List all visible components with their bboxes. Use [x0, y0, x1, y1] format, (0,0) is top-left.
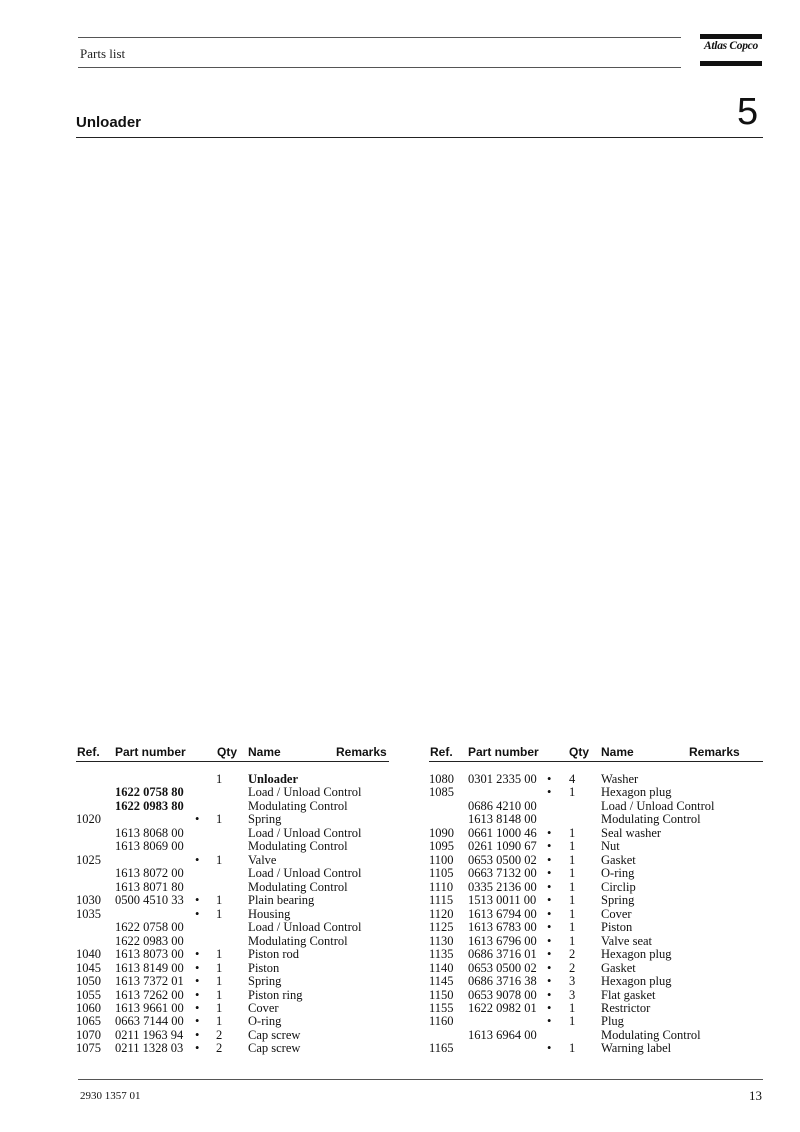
- col-header-ref-left: Ref.: [77, 745, 100, 759]
- qty-cell: 1: [569, 920, 576, 935]
- ref-cell: 1055: [76, 987, 101, 1002]
- part-number-cell: 0500 4510 33: [115, 893, 184, 908]
- bullet-marker: •: [547, 974, 552, 989]
- part-number-cell: 1613 8069 00: [115, 839, 184, 854]
- bullet-marker: •: [547, 920, 552, 935]
- bullet-marker: •: [547, 866, 552, 881]
- bullet-marker: •: [547, 825, 552, 840]
- part-number-cell: 1613 8072 00: [115, 866, 184, 881]
- table-row: [400, 894, 800, 907]
- col-header-remarks-left: Remarks: [336, 745, 387, 759]
- part-number-cell: 0211 1963 94: [115, 1027, 184, 1042]
- part-number-cell: 1613 7372 01: [115, 974, 184, 989]
- bullet-marker: •: [547, 785, 552, 800]
- name-cell: Plug: [601, 1014, 624, 1029]
- name-cell: Modulating Control: [248, 839, 348, 854]
- ref-cell: 1140: [429, 960, 454, 975]
- part-number-cell: 0661 1000 46: [468, 825, 537, 840]
- name-cell: Hexagon plug: [601, 947, 672, 962]
- table-row: [400, 773, 800, 786]
- part-number-cell: 1613 6794 00: [468, 906, 537, 921]
- parts-table-left: [0, 773, 400, 1056]
- ref-cell: 1050: [76, 974, 101, 989]
- ref-cell: 1065: [76, 1014, 101, 1029]
- table-row: [400, 962, 800, 975]
- qty-cell: 1: [569, 1000, 576, 1015]
- name-cell: Flat gasket: [601, 987, 656, 1002]
- part-number-cell: 0686 3716 01: [468, 947, 537, 962]
- name-cell: Plain bearing: [248, 893, 315, 908]
- table-row: [0, 921, 400, 934]
- name-cell: Seal washer: [601, 825, 662, 840]
- col-header-ref-right: Ref.: [430, 745, 453, 759]
- table-rule-right: [429, 761, 763, 762]
- table-row: [0, 1002, 400, 1015]
- part-number-cell: 0261 1090 67: [468, 839, 537, 854]
- bullet-marker: •: [195, 1041, 200, 1056]
- part-number-cell: 0653 0500 02: [468, 960, 537, 975]
- logo-bar-top: [700, 34, 762, 39]
- part-number-cell: 1613 8071 80: [115, 879, 184, 894]
- part-number-cell: 1622 0758 80: [115, 785, 184, 800]
- part-number-cell: 1513 0011 00: [468, 893, 537, 908]
- name-cell: Cap screw: [248, 1041, 301, 1056]
- name-cell: Gasket: [601, 960, 636, 975]
- ref-cell: 1070: [76, 1027, 101, 1042]
- qty-cell: 1: [569, 839, 576, 854]
- bullet-marker: •: [195, 1014, 200, 1029]
- bullet-marker: •: [195, 893, 200, 908]
- col-header-name-left: Name: [248, 745, 281, 759]
- part-number-cell: 0663 7132 00: [468, 866, 537, 881]
- name-cell: Load / Unload Control: [248, 825, 362, 840]
- name-cell: Hexagon plug: [601, 974, 672, 989]
- name-cell: Modulating Control: [601, 812, 701, 827]
- bullet-marker: •: [195, 974, 200, 989]
- ref-cell: 1085: [429, 785, 454, 800]
- logo-bar-bottom: [700, 61, 762, 66]
- header-title: Parts list: [80, 46, 126, 61]
- name-cell: O-ring: [601, 866, 635, 881]
- name-cell: Cover: [248, 1000, 279, 1015]
- part-number-cell: 0653 9078 00: [468, 987, 537, 1002]
- qty-cell: 1: [569, 906, 576, 921]
- table-row: [0, 962, 400, 975]
- ref-cell: 1120: [429, 906, 454, 921]
- name-cell: Spring: [248, 812, 282, 827]
- col-header-part-right: Part number: [468, 745, 539, 759]
- qty-cell: 1: [216, 906, 223, 921]
- name-cell: Piston ring: [248, 987, 303, 1002]
- header-rule-bottom: [78, 67, 681, 68]
- name-cell: Modulating Control: [248, 798, 348, 813]
- bullet-marker: •: [195, 987, 200, 1002]
- bullet-marker: •: [547, 772, 552, 786]
- bullet-marker: •: [547, 852, 552, 867]
- qty-cell: 2: [216, 1027, 223, 1042]
- table-row: [0, 773, 400, 786]
- col-header-qty-left: Qty: [217, 745, 238, 759]
- part-number-cell: 1622 0983 80: [115, 798, 184, 813]
- ref-cell: 1035: [76, 906, 101, 921]
- name-cell: Hexagon plug: [601, 785, 672, 800]
- qty-cell: 3: [569, 974, 576, 989]
- ref-cell: 1150: [429, 987, 454, 1002]
- ref-cell: 1165: [429, 1041, 454, 1056]
- table-row: [400, 921, 800, 934]
- qty-cell: 1: [216, 974, 223, 989]
- qty-cell: 3: [569, 987, 576, 1002]
- name-cell: Modulating Control: [248, 933, 348, 948]
- table-row: [0, 867, 400, 880]
- part-number-cell: 1613 6964 00: [468, 1027, 537, 1042]
- bullet-marker: •: [547, 1000, 552, 1015]
- name-cell: Load / Unload Control: [248, 785, 362, 800]
- qty-cell: 1: [216, 1014, 223, 1029]
- section-rule: [76, 137, 763, 138]
- table-row: [0, 894, 400, 907]
- part-number-cell: 1613 9661 00: [115, 1000, 184, 1015]
- ref-cell: 1125: [429, 920, 454, 935]
- bullet-marker: •: [547, 987, 552, 1002]
- page-number: 13: [749, 1088, 762, 1103]
- ref-cell: 1135: [429, 947, 454, 962]
- part-number-cell: 1613 6796 00: [468, 933, 537, 948]
- ref-cell: 1100: [429, 852, 454, 867]
- parts-table-right: [400, 773, 800, 1056]
- col-header-qty-right: Qty: [569, 745, 590, 759]
- part-number-cell: 0335 2136 00: [468, 879, 537, 894]
- ref-cell: 1075: [76, 1041, 101, 1056]
- part-number-cell: 1613 8068 00: [115, 825, 184, 840]
- qty-cell: 1: [216, 987, 223, 1002]
- name-cell: Load / Unload Control: [248, 920, 362, 935]
- table-row: [400, 867, 800, 880]
- table-row: [0, 1029, 400, 1042]
- name-cell: Modulating Control: [601, 1027, 701, 1042]
- bullet-marker: •: [547, 1014, 552, 1029]
- part-number-cell: 0686 3716 38: [468, 974, 537, 989]
- col-header-remarks-right: Remarks: [689, 745, 740, 759]
- name-cell: Valve seat: [601, 933, 653, 948]
- name-cell: Washer: [601, 772, 639, 786]
- qty-cell: 4: [569, 772, 576, 786]
- name-cell: O-ring: [248, 1014, 282, 1029]
- table-row: [400, 975, 800, 988]
- qty-cell: 1: [569, 879, 576, 894]
- table-row: [400, 854, 800, 867]
- table-row: [0, 800, 400, 813]
- ref-cell: 1060: [76, 1000, 101, 1015]
- ref-cell: 1040: [76, 947, 101, 962]
- name-cell: Unloader: [248, 772, 298, 786]
- name-cell: Valve: [248, 852, 277, 867]
- table-row: [400, 948, 800, 961]
- name-cell: Piston rod: [248, 947, 300, 962]
- qty-cell: 1: [216, 960, 223, 975]
- qty-cell: 1: [569, 825, 576, 840]
- qty-cell: 1: [216, 812, 223, 827]
- bullet-marker: •: [547, 1041, 552, 1056]
- table-row: [400, 813, 800, 826]
- table-row: [400, 908, 800, 921]
- table-row: [0, 1015, 400, 1028]
- qty-cell: 1: [569, 785, 576, 800]
- table-row: [400, 1029, 800, 1042]
- name-cell: Warning label: [601, 1041, 672, 1056]
- name-cell: Nut: [601, 839, 620, 854]
- table-row: [400, 989, 800, 1002]
- name-cell: Cover: [601, 906, 632, 921]
- col-header-name-right: Name: [601, 745, 634, 759]
- qty-cell: 2: [569, 960, 576, 975]
- qty-cell: 2: [569, 947, 576, 962]
- name-cell: Load / Unload Control: [248, 866, 362, 881]
- bullet-marker: •: [547, 893, 552, 908]
- ref-cell: 1020: [76, 812, 101, 827]
- table-row: [400, 1015, 800, 1028]
- section-number: 5: [737, 91, 759, 133]
- footer-rule: [78, 1079, 763, 1080]
- ref-cell: 1080: [429, 772, 454, 786]
- ref-cell: 1115: [429, 893, 454, 908]
- name-cell: Spring: [601, 893, 635, 908]
- ref-cell: 1155: [429, 1000, 454, 1015]
- table-row: [0, 1042, 400, 1055]
- part-number-cell: 0663 7144 00: [115, 1014, 184, 1029]
- name-cell: Spring: [248, 974, 282, 989]
- bullet-marker: •: [195, 1027, 200, 1042]
- part-number-cell: 1622 0758 00: [115, 920, 184, 935]
- bullet-marker: •: [547, 839, 552, 854]
- table-row: [0, 854, 400, 867]
- qty-cell: 1: [569, 866, 576, 881]
- bullet-marker: •: [195, 947, 200, 962]
- part-number-cell: 1622 0982 01: [468, 1000, 537, 1015]
- bullet-marker: •: [195, 812, 200, 827]
- part-number-cell: 1613 7262 00: [115, 987, 184, 1002]
- qty-cell: 2: [216, 1041, 223, 1056]
- table-row: [400, 827, 800, 840]
- bullet-marker: •: [547, 947, 552, 962]
- ref-cell: 1130: [429, 933, 454, 948]
- name-cell: Gasket: [601, 852, 636, 867]
- part-number-cell: 1622 0983 00: [115, 933, 184, 948]
- brand-logo: [700, 34, 762, 66]
- table-row: [0, 948, 400, 961]
- name-cell: Load / Unload Control: [601, 798, 715, 813]
- ref-cell: 1025: [76, 852, 101, 867]
- table-row: [0, 840, 400, 853]
- qty-cell: 1: [216, 947, 223, 962]
- bullet-marker: •: [547, 933, 552, 948]
- bullet-marker: •: [547, 960, 552, 975]
- table-row: [400, 786, 800, 799]
- ref-cell: 1045: [76, 960, 101, 975]
- table-row: [0, 935, 400, 948]
- ref-cell: 1030: [76, 893, 101, 908]
- name-cell: Piston: [601, 920, 633, 935]
- part-number-cell: 0653 0500 02: [468, 852, 537, 867]
- ref-cell: 1090: [429, 825, 454, 840]
- bullet-marker: •: [195, 906, 200, 921]
- header-rule-top: [78, 37, 681, 38]
- qty-cell: 1: [569, 893, 576, 908]
- qty-cell: 1: [216, 772, 223, 786]
- part-number-cell: 0301 2335 00: [468, 772, 537, 786]
- ref-cell: 1145: [429, 974, 454, 989]
- table-row: [0, 975, 400, 988]
- part-number-cell: 1613 8148 00: [468, 812, 537, 827]
- name-cell: Modulating Control: [248, 879, 348, 894]
- table-rule-left: [76, 761, 389, 762]
- qty-cell: 1: [569, 1014, 576, 1029]
- bullet-marker: •: [547, 906, 552, 921]
- table-row: [0, 881, 400, 894]
- qty-cell: 1: [569, 852, 576, 867]
- table-row: [0, 786, 400, 799]
- table-row: [400, 800, 800, 813]
- qty-cell: 1: [216, 1000, 223, 1015]
- col-header-part-left: Part number: [115, 745, 186, 759]
- bullet-marker: •: [195, 1000, 200, 1015]
- ref-cell: 1110: [429, 879, 454, 894]
- bullet-marker: •: [195, 960, 200, 975]
- name-cell: Housing: [248, 906, 291, 921]
- table-row: [400, 1042, 800, 1055]
- part-number-cell: 1613 8073 00: [115, 947, 184, 962]
- qty-cell: 1: [569, 933, 576, 948]
- part-number-cell: 1613 6783 00: [468, 920, 537, 935]
- ref-cell: 1095: [429, 839, 454, 854]
- table-row: [0, 989, 400, 1002]
- qty-cell: 1: [216, 893, 223, 908]
- bullet-marker: •: [195, 852, 200, 867]
- name-cell: Piston: [248, 960, 280, 975]
- table-row: [0, 827, 400, 840]
- table-row: [400, 881, 800, 894]
- name-cell: Circlip: [601, 879, 636, 894]
- part-number-cell: 1613 8149 00: [115, 960, 184, 975]
- ref-cell: 1105: [429, 866, 454, 881]
- ref-cell: 1160: [429, 1014, 454, 1029]
- document-number: 2930 1357 01: [80, 1090, 141, 1102]
- table-row: [400, 1002, 800, 1015]
- table-row: [0, 908, 400, 921]
- table-row: [400, 935, 800, 948]
- bullet-marker: •: [547, 879, 552, 894]
- table-row: [0, 813, 400, 826]
- part-number-cell: 0211 1328 03: [115, 1041, 184, 1056]
- name-cell: Restrictor: [601, 1000, 651, 1015]
- section-title: Unloader: [76, 114, 142, 131]
- qty-cell: 1: [569, 1041, 576, 1056]
- table-row: [400, 840, 800, 853]
- name-cell: Cap screw: [248, 1027, 301, 1042]
- part-number-cell: 0686 4210 00: [468, 798, 537, 813]
- logo-wordmark: Atlas Copco: [704, 40, 758, 52]
- qty-cell: 1: [216, 852, 223, 867]
